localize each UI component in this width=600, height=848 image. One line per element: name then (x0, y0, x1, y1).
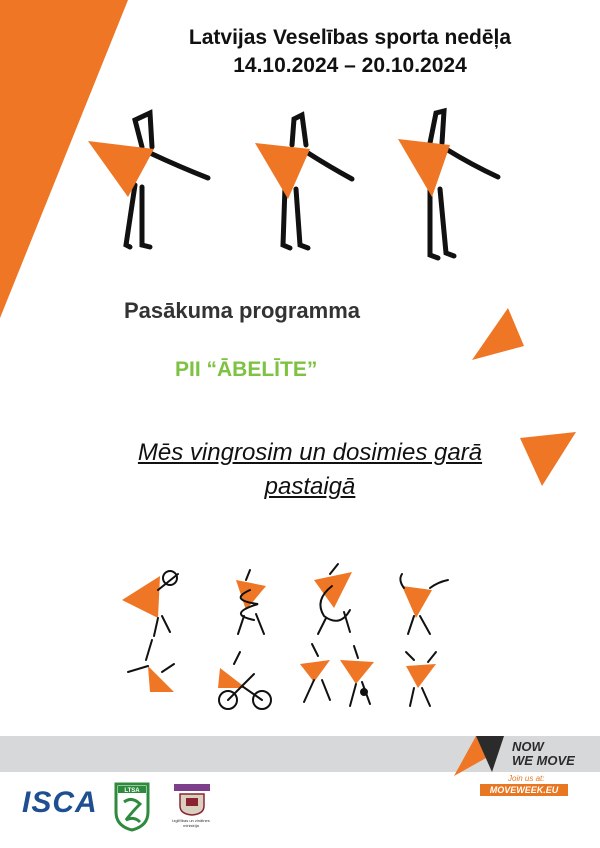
now-we-move-icon (452, 732, 512, 780)
institution-name: PII “ĀBELĪTE” (175, 358, 318, 381)
headline (60, 436, 560, 504)
stick-figure-3 (398, 111, 498, 258)
stick-figures-row (80, 105, 520, 265)
brand-line1: NOW (512, 739, 544, 754)
event-dates: 14.10.2024 – 20.10.2024 (233, 54, 467, 77)
activity-figure-9 (406, 664, 436, 688)
stick-figure-2 (255, 115, 352, 248)
brand-line2: WE MOVE (512, 753, 575, 768)
event-title (110, 24, 590, 80)
now-we-move-text (512, 740, 575, 768)
isca-logo: ISCA (22, 786, 98, 819)
activity-figure-1 (122, 576, 160, 618)
moveweek-url[interactable]: MOVEWEEK.EU (480, 784, 568, 796)
brand-join-text: Join us at: (508, 774, 545, 783)
headline-line1: Mēs vingrosim un dosimies garā (137, 439, 483, 466)
headline-line2: pastaigā (264, 473, 356, 500)
activity-figure-7 (300, 660, 330, 682)
arrow-triangle-2 (518, 430, 578, 488)
stick-figure-1 (88, 113, 208, 247)
activity-figure-4 (402, 586, 432, 618)
ministry-name: Izglītības un zinātnes ministrija (172, 818, 210, 828)
arrow-triangle-1 (470, 306, 526, 362)
ltsa-shield-logo (114, 782, 150, 832)
ministry-crest-logo (172, 782, 212, 816)
event-title-line: Latvijas Veselības sporta nedēļa (188, 26, 512, 49)
programme-label: Pasākuma programma (124, 298, 360, 323)
activity-figure-8 (340, 660, 374, 684)
activity-figure-5 (148, 666, 174, 692)
activity-figures (118, 560, 458, 720)
ltsa-text: LTSA (124, 788, 140, 794)
